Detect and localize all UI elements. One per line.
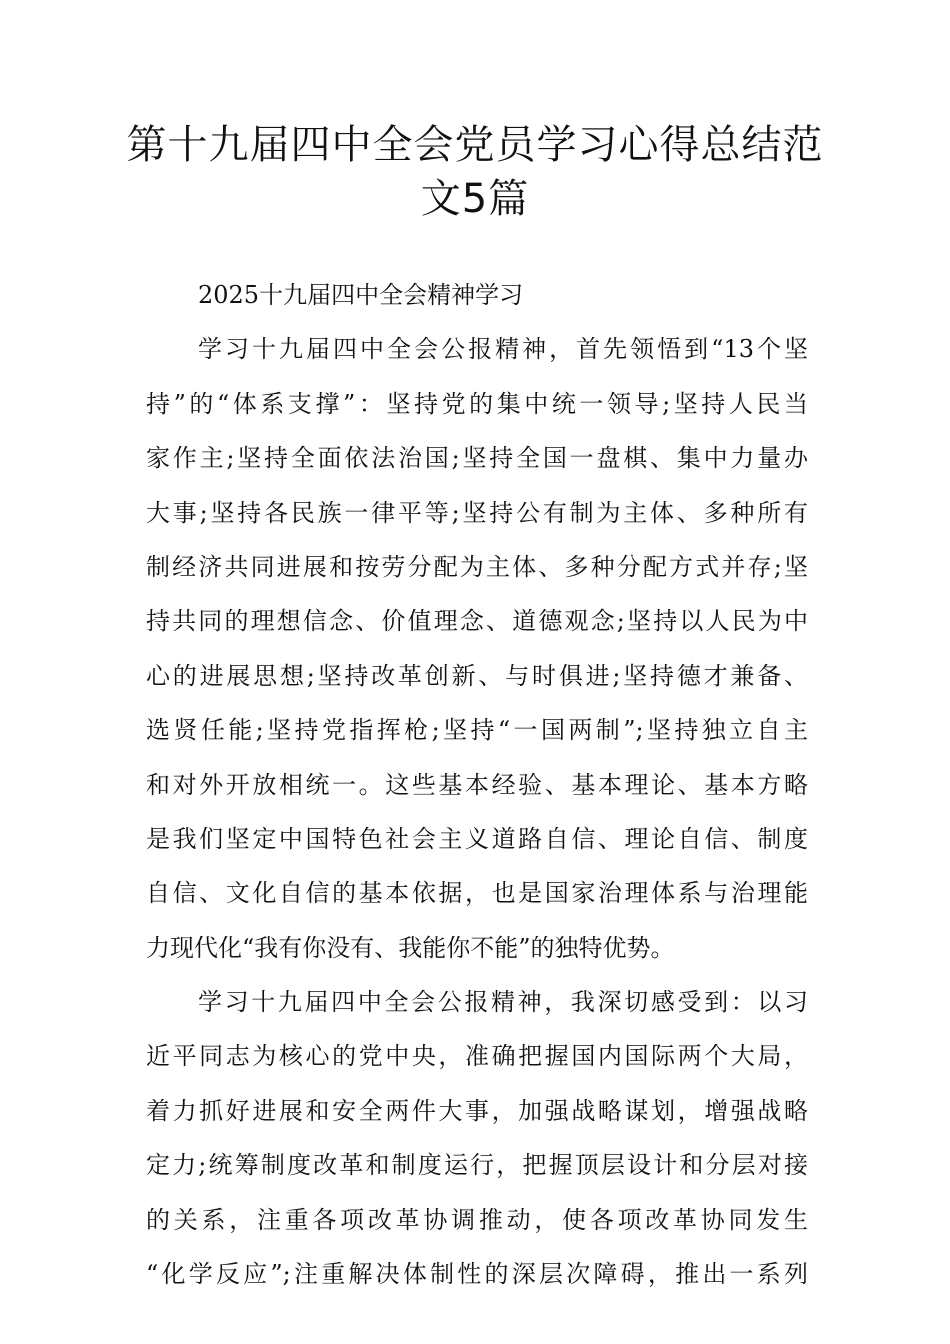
paragraph-2 (146, 975, 808, 1301)
title-line-1: 第十九届四中全会党员学习心得总结范 (126, 122, 824, 168)
paragraph-line: 的关系，注重各项改革协调推动，使各项改革协同发生 (146, 1205, 808, 1234)
paragraph-line: 家作主;坚持全面依法治国;坚持全国一盘棋、集中力量办 (146, 444, 808, 473)
paragraph-line: 是我们坚定中国特色社会主义道路自信、理论自信、制度 (146, 824, 808, 853)
paragraph-line: 大事;坚持各民族一律平等;坚持公有制为主体、多种所有 (146, 498, 808, 527)
paragraph-line: 心的进展思想;坚持改革创新、与时俱进;坚持德才兼备、 (146, 661, 808, 690)
paragraph-line: 持”的“体系支撑”：坚持党的集中统一领导;坚持人民当 (146, 389, 808, 418)
paragraph-line: “化学反应”;注重解决体制性的深层次障碍，推出一系列 (146, 1260, 808, 1289)
paragraph-1 (146, 322, 808, 975)
paragraph-line: 学习十九届四中全会公报精神，首先领悟到“13个坚 (198, 335, 808, 364)
paragraph-line: 定力;统筹制度改革和制度运行，把握顶层设计和分层对接 (146, 1151, 808, 1180)
paragraph-line: 学习十九届四中全会公报精神，我深切感受到：以习 (198, 988, 808, 1017)
paragraph-line: 持共同的理想信念、价值理念、道德观念;坚持以人民为中 (146, 607, 808, 636)
document-body (146, 268, 808, 1301)
paragraph-line: 制经济共同进展和按劳分配为主体、多种分配方式并存;坚 (146, 552, 808, 581)
subtitle: 2025十九届四中全会精神学习 (198, 281, 524, 309)
document-title (120, 118, 830, 226)
paragraph-line: 选贤任能;坚持党指挥枪;坚持“一国两制”;坚持独立自主 (146, 716, 808, 745)
title-line-2: 文5篇 (420, 176, 530, 222)
paragraph-line: 和对外开放相统一。这些基本经验、基本理论、基本方略 (146, 770, 808, 799)
paragraph-line: 近平同志为核心的党中央，准确把握国内国际两个大局， (146, 1042, 808, 1071)
paragraph-line: 自信、文化自信的基本依据，也是国家治理体系与治理能 (146, 879, 808, 908)
paragraph-line: 着力抓好进展和安全两件大事，加强战略谋划，增强战略 (146, 1096, 808, 1125)
paragraph-line: 力现代化“我有你没有、我能你不能”的独特优势。 (146, 933, 675, 962)
